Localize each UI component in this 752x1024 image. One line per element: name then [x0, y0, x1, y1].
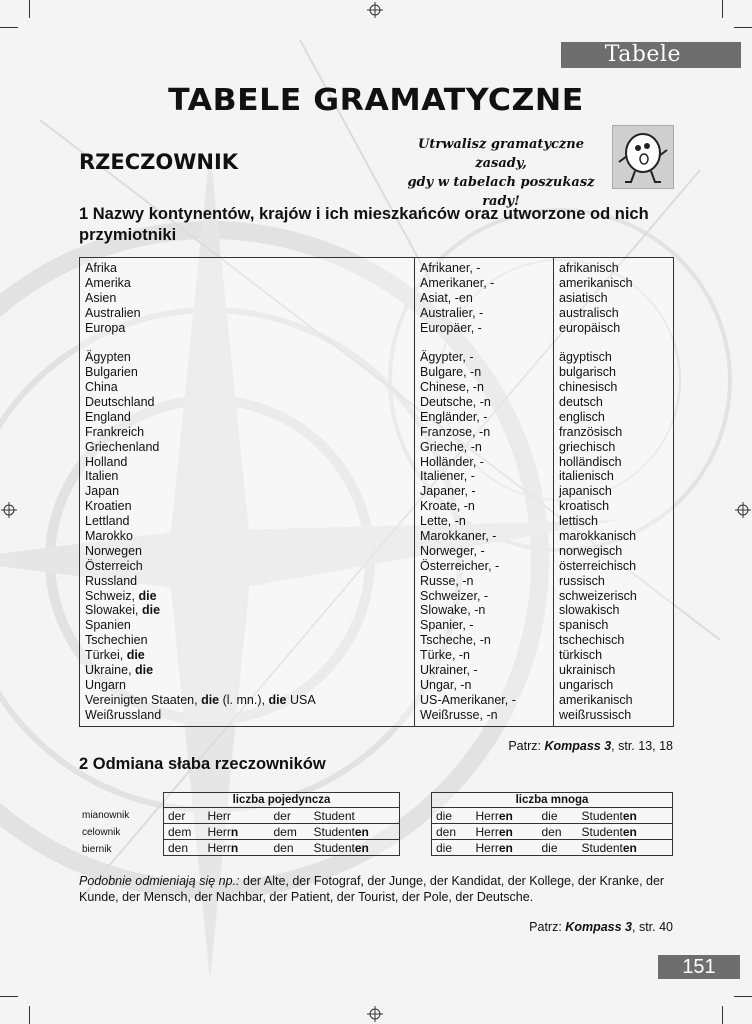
word-stem: die [436, 840, 453, 855]
crop-mark [0, 996, 18, 997]
table-row-adjective: ukrainisch [559, 663, 616, 678]
table-row-inhabitant: Tscheche, -n [420, 633, 491, 648]
table-row-adjective: holländisch [559, 454, 622, 469]
crop-mark [29, 1006, 30, 1024]
table-row-name [85, 291, 414, 306]
declension-cell [310, 824, 400, 840]
name-text: Ukraine, [85, 663, 136, 678]
crop-mark [734, 996, 752, 997]
article: die [126, 648, 145, 663]
name-text: Asien [85, 290, 117, 305]
table-row-inhabitant: Italiener, - [420, 469, 475, 484]
declension-cell [578, 808, 673, 824]
mascot-icon [613, 126, 673, 188]
name-text: Marokko [85, 529, 133, 544]
word-ending: en [622, 808, 637, 823]
word-stem: Student [581, 808, 623, 823]
table-row-inhabitant: Afrikaner, - [420, 261, 481, 275]
table-row-adjective: englisch [559, 409, 605, 424]
table-row-name [85, 663, 414, 678]
case-label-nominative: mianownik [82, 810, 130, 821]
section-title: RZECZOWNIK [79, 150, 239, 174]
name-text: Holland [85, 454, 128, 469]
table-row-inhabitant: Engländer, - [420, 409, 488, 424]
table-row-inhabitant: Slowake, -n [420, 603, 486, 618]
table-row-inhabitant: Franzose, -n [420, 424, 491, 439]
section-2-heading: 2 Odmiana słaba rzeczowników [79, 755, 326, 773]
word-ending: n [230, 824, 239, 839]
case-label-accusative: biernik [82, 844, 112, 855]
name-suffix: USA [286, 692, 316, 707]
plural-header: liczba mnoga [432, 793, 673, 808]
row-gap [559, 335, 673, 350]
table-row-adjective: österreichisch [559, 558, 637, 573]
table-row-adjective: tschechisch [559, 633, 625, 648]
name-text: Italien [85, 469, 119, 484]
reference-pages: , str. 40 [632, 920, 673, 934]
table-row-adjective: japanisch [559, 484, 612, 499]
table-row [432, 824, 673, 840]
word-ending: n [230, 840, 239, 855]
reference-book: Kompass 3 [565, 920, 632, 934]
reference-book: Kompass 3 [544, 739, 612, 753]
name-text: Norwegen [85, 543, 142, 558]
table-row-inhabitant: Lette, -n [420, 514, 466, 529]
declension-cell [164, 840, 204, 856]
table-row-inhabitant: Norweger, - [420, 543, 485, 558]
table-row-adjective: marokkanisch [559, 529, 637, 544]
table-row-inhabitant: Chinese, -n [420, 380, 484, 395]
registration-mark-icon [735, 502, 751, 518]
singular-table [163, 792, 400, 856]
table-row-adjective: afrikanisch [559, 261, 619, 275]
table-row [164, 808, 400, 824]
table-row-adjective: spanisch [559, 618, 609, 633]
word-stem: Herr [207, 824, 231, 839]
declension-cell [270, 840, 310, 856]
table-row-name [85, 559, 414, 574]
crop-mark [0, 27, 18, 28]
table-row [432, 808, 673, 824]
table-row-name [85, 589, 414, 604]
name-text: Japan [85, 484, 120, 499]
name-text: Amerika [85, 275, 131, 290]
word-stem: Herr [207, 808, 231, 823]
table-row-inhabitant: Marokkaner, - [420, 529, 497, 544]
name-text: Frankreich [85, 424, 145, 439]
word-stem: Student [581, 840, 623, 855]
word-ending: en [622, 824, 637, 839]
crop-mark [722, 0, 723, 18]
word-stem: der [168, 808, 186, 823]
section-1-heading: 1 Nazwy kontynentów, krajów i ich mieszkańców oraz utworzone od nich przymiotniki [79, 205, 649, 244]
table-row-name [85, 469, 414, 484]
table-row [432, 840, 673, 856]
declension-cell [432, 840, 472, 856]
reference-prefix: Patrz: [529, 920, 566, 934]
table-row-name [85, 455, 414, 470]
table-row-inhabitant: Ägypter, - [420, 350, 474, 365]
mascot-box [612, 125, 674, 189]
column-names [80, 258, 415, 726]
declension-cell [432, 808, 472, 824]
note-lead: Podobnie odmieniają się np.: [79, 874, 240, 888]
table-row-adjective: schweizerisch [559, 588, 637, 603]
table-row-name [85, 365, 414, 380]
table-row-adjective: kroatisch [559, 499, 610, 514]
column-inhabitants [415, 258, 554, 726]
name-text: Europa [85, 320, 126, 335]
plural-table [431, 792, 673, 856]
table-row-adjective: lettisch [559, 514, 598, 529]
registration-mark-icon [1, 502, 17, 518]
table-row-adjective: chinesisch [559, 380, 618, 395]
name-text: Tschechien [85, 633, 148, 648]
note-text: der Alte, der Fotograf, der Junge, der Kandidat, der Kollege, der Kranke, der Kunde, der Mensch, der Nachbar, der Patient, der Tourist, der Pole, der Deutsche. [79, 874, 665, 904]
table-row-inhabitant: Japaner, - [420, 484, 476, 499]
table-row-inhabitant: Ungar, -n [420, 677, 472, 692]
motto-line: gdy w tabelach poszukasz rady! [407, 175, 595, 209]
crop-mark [734, 27, 752, 28]
declension-cell [164, 808, 204, 824]
word-stem: den [541, 824, 562, 839]
table-row-name [85, 514, 414, 529]
row-gap [85, 335, 414, 350]
name-text: Schweiz, [85, 588, 139, 603]
word-ending: en [498, 840, 513, 855]
table-row-inhabitant: Weißrusse, -n [420, 707, 498, 722]
table-row-adjective: ungarisch [559, 677, 614, 692]
article: die [135, 663, 154, 678]
table-row-adjective: weißrussisch [559, 707, 632, 722]
word-stem: Student [313, 808, 355, 823]
declension-cell [204, 824, 270, 840]
page-title: TABELE GRAMATYCZNE [168, 83, 584, 118]
table-row-name [85, 321, 414, 336]
word-ending: en [354, 840, 369, 855]
name-text: Russland [85, 573, 138, 588]
declension-cell [472, 840, 538, 856]
declension-cell [270, 808, 310, 824]
word-stem: Student [313, 824, 355, 839]
crop-mark [722, 1006, 723, 1024]
registration-mark-icon [367, 1006, 383, 1022]
motto [395, 135, 607, 211]
table-row-adjective: französisch [559, 424, 623, 439]
table-row-adjective: deutsch [559, 395, 603, 410]
name-text: China [85, 380, 118, 395]
table-row-inhabitant: US-Amerikaner, - [420, 692, 516, 707]
declension-cell [472, 808, 538, 824]
table-row-name [85, 618, 414, 633]
table-row-inhabitant: Australier, - [420, 305, 484, 320]
table-row-inhabitant: Kroate, -n [420, 499, 475, 514]
table-row-inhabitant: Asiat, -en [420, 290, 473, 305]
name-text: Ägypten [85, 350, 131, 365]
word-stem: Student [313, 840, 355, 855]
name-text: Deutschland [85, 395, 155, 410]
word-ending: en [498, 808, 513, 823]
word-stem: der [273, 808, 291, 823]
declension-cell [310, 840, 400, 856]
declension-cell [204, 840, 270, 856]
word-ending: en [498, 824, 513, 839]
table-row-adjective: russisch [559, 573, 605, 588]
name-text: Vereinigten Staaten, [85, 692, 202, 707]
table-row-name [85, 678, 414, 693]
word-stem: dem [273, 824, 297, 839]
article: die [201, 692, 220, 707]
article: die [141, 603, 161, 618]
word-stem: die [436, 808, 453, 823]
word-stem: Herr [475, 808, 499, 823]
chapter-tab: Tabele [561, 42, 741, 68]
singular-header: liczba pojedyncza [164, 793, 400, 808]
table-row-inhabitant: Österreicher, - [420, 558, 500, 573]
table-row-name [85, 350, 414, 365]
motto-line: Utrwalisz gramatyczne zasady, [417, 137, 585, 171]
registration-mark-icon [367, 2, 383, 18]
table-row-name [85, 380, 414, 395]
word-stem: Herr [475, 840, 499, 855]
declension-cell [578, 840, 673, 856]
table-row-name [85, 395, 414, 410]
name-text: Griechenland [85, 439, 160, 454]
table-row-name [85, 499, 414, 514]
countries-table [79, 257, 674, 727]
table-row-adjective: norwegisch [559, 543, 623, 558]
declension-cell [538, 824, 578, 840]
table-row-adjective: türkisch [559, 648, 603, 663]
table-row-inhabitant: Bulgare, -n [420, 365, 482, 380]
article: die [138, 588, 157, 603]
name-text: Türkei, [85, 648, 127, 663]
word-stem: Herr [475, 824, 499, 839]
table-row-inhabitant: Europäer, - [420, 320, 482, 335]
table-row-name [85, 425, 414, 440]
word-stem: Herr [207, 840, 231, 855]
reference-pages: , str. 13, 18 [611, 739, 673, 753]
declension-cell [472, 824, 538, 840]
word-stem: die [541, 840, 558, 855]
table-row-name [85, 693, 414, 708]
table-row-adjective: amerikanisch [559, 692, 633, 707]
name-text: Afrika [85, 261, 117, 275]
name-text: Lettland [85, 514, 130, 529]
reference-prefix: Patrz: [508, 739, 545, 753]
note [79, 873, 679, 905]
crop-mark [29, 0, 30, 18]
table-row-adjective: ägyptisch [559, 350, 612, 365]
table-row-adjective: bulgarisch [559, 365, 616, 380]
name-text: Bulgarien [85, 365, 138, 380]
name-text: Ungarn [85, 677, 126, 692]
table-row-name [85, 261, 414, 276]
table-row-name [85, 603, 414, 618]
table-row-adjective: europäisch [559, 320, 621, 335]
table-row-inhabitant: Deutsche, -n [420, 395, 491, 410]
name-text: Spanien [85, 618, 131, 633]
word-stem: die [541, 808, 558, 823]
case-label-dative: celownik [82, 827, 121, 838]
table-row-inhabitant: Amerikaner, - [420, 275, 495, 290]
name-text: Österreich [85, 558, 143, 573]
row-gap [420, 335, 553, 350]
table-row-name [85, 306, 414, 321]
name-text: England [85, 409, 131, 424]
article: die [268, 692, 287, 707]
table-row-name [85, 544, 414, 559]
table-row-inhabitant: Schweizer, - [420, 588, 489, 603]
table-row-name [85, 440, 414, 455]
table-row-adjective: asiatisch [559, 290, 608, 305]
name-text: Slowakei, [85, 603, 142, 618]
table-row-inhabitant: Russe, -n [420, 573, 474, 588]
word-stem: den [436, 824, 457, 839]
table-row-inhabitant: Ukrainer, - [420, 663, 478, 678]
declension-cell [310, 808, 400, 824]
declension-cell [204, 808, 270, 824]
declension-cell [538, 808, 578, 824]
table-row-adjective: griechisch [559, 439, 616, 454]
table-row-adjective: slowakisch [559, 603, 620, 618]
table-row [164, 840, 400, 856]
name-text: Weißrussland [85, 707, 162, 722]
name-suffix: (l. mn.), [219, 692, 269, 707]
table-row-inhabitant: Grieche, -n [420, 439, 482, 454]
declension-cell [164, 824, 204, 840]
table-row-name [85, 633, 414, 648]
declension-cell [432, 824, 472, 840]
word-stem: Student [581, 824, 623, 839]
name-text: Australien [85, 305, 141, 320]
table-row-name [85, 410, 414, 425]
word-ending: en [622, 840, 637, 855]
table-row-name [85, 529, 414, 544]
table-row-name [85, 574, 414, 589]
table-row-inhabitant: Holländer, - [420, 454, 484, 469]
table-row-name [85, 648, 414, 663]
table-row [164, 824, 400, 840]
declension-cell [578, 824, 673, 840]
table-row-inhabitant: Türke, -n [420, 648, 471, 663]
column-adjectives [554, 258, 673, 726]
table-row-adjective: australisch [559, 305, 619, 320]
table-row-name [85, 484, 414, 499]
table-row-adjective: italienisch [559, 469, 614, 484]
reference-2 [529, 920, 673, 934]
name-text: Kroatien [85, 499, 132, 514]
table-row-name [85, 708, 414, 723]
table-row-adjective: amerikanisch [559, 275, 633, 290]
table-row-inhabitant: Spanier, - [420, 618, 474, 633]
table-row-name [85, 276, 414, 291]
word-ending: en [354, 824, 369, 839]
word-stem: dem [168, 824, 192, 839]
declension-cell [270, 824, 310, 840]
page-number: 151 [658, 955, 740, 979]
word-stem: den [168, 840, 189, 855]
declension-cell [538, 840, 578, 856]
word-stem: den [273, 840, 294, 855]
reference-1 [508, 739, 673, 753]
